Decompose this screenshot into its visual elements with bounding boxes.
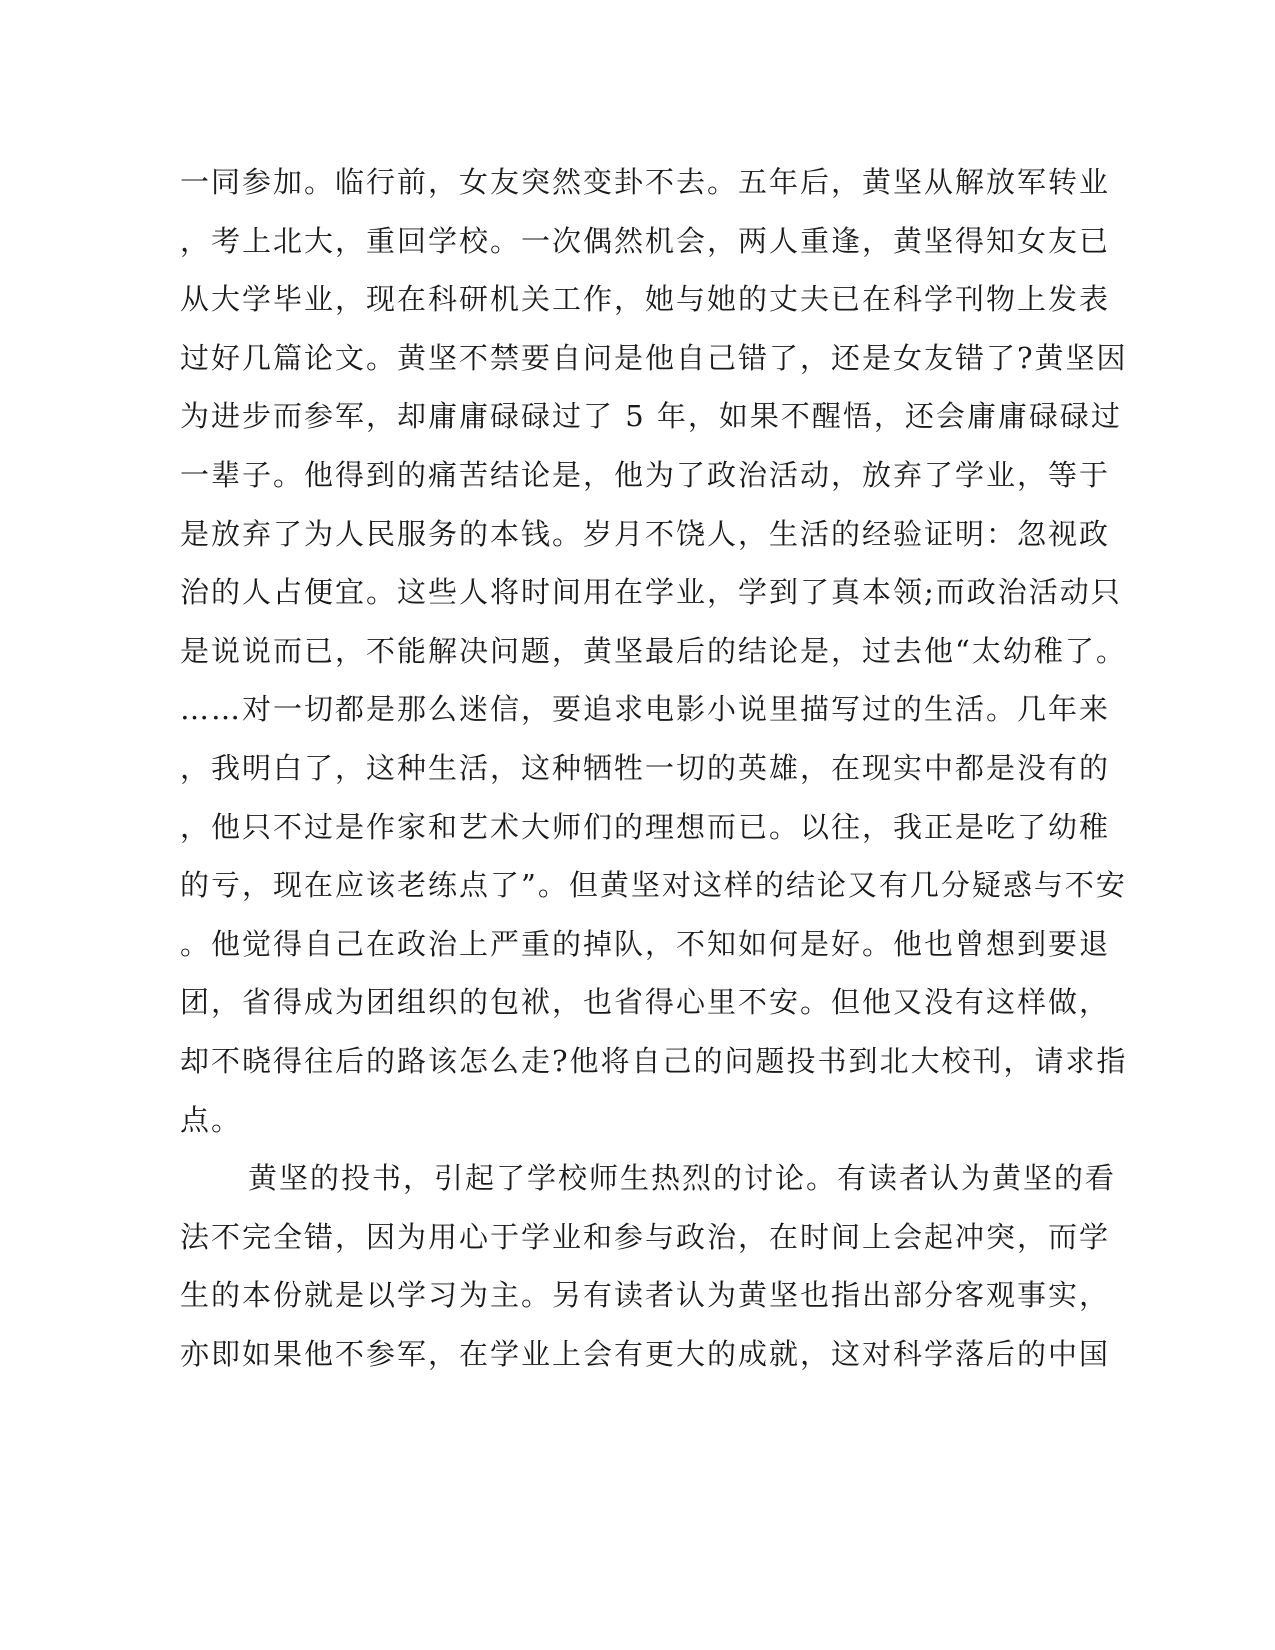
text-line: 为进步而参军，却庸庸碌碌过了 5 年，如果不醒悟，还会庸庸碌碌过 <box>180 399 1122 434</box>
text-line: 生的本份就是以学习为主。另有读者认为黄坚也指出部分客观事实， <box>180 1278 1111 1313</box>
text-line: 过好几篇论文。黄坚不禁要自问是他自己错了，还是女友错了?黄坚因 <box>180 340 1128 375</box>
text-line: 团，省得成为团组织的包袱，也省得心里不安。但他又没有这样做， <box>180 985 1111 1020</box>
text-line: 点。 <box>180 1102 243 1137</box>
body-text <box>180 153 1128 1383</box>
text-line: ，我明白了，这种生活，这种牺牲一切的英雄，在现实中都是没有的 <box>180 750 1111 785</box>
text-line: 是放弃了为人民服务的本钱。岁月不饶人，生活的经验证明：忽视政 <box>180 516 1111 551</box>
text-line: 治的人占便宜。这些人将时间用在学业，学到了真本领;而政治活动只 <box>180 575 1122 610</box>
text-line: 却不晓得往后的路该怎么走?他将自己的问题投书到北大校刊，请求指 <box>180 1043 1128 1078</box>
text-line: ，考上北大，重回学校。一次偶然机会，两人重逢，黄坚得知女友已 <box>180 223 1111 258</box>
text-line: 从大学毕业，现在科研机关工作，她与她的丈夫已在科学刊物上发表 <box>180 282 1111 317</box>
text-line: 亦即如果他不参军，在学业上会有更大的成就，这对科学落后的中国 <box>180 1336 1111 1371</box>
paragraph-first-line: 黄坚的投书，引起了学校师生热烈的讨论。有读者认为黄坚的看 <box>248 1161 1117 1196</box>
text-line: ，他只不过是作家和艺术大师们的理想而已。以往，我正是吃了幼稚 <box>180 809 1111 844</box>
text-line: 法不完全错，因为用心于学业和参与政治，在时间上会起冲突，而学 <box>180 1219 1111 1254</box>
text-line: 一辈子。他得到的痛苦结论是，他为了政治活动，放弃了学业，等于 <box>180 457 1111 492</box>
text-line: 一同参加。临行前，女友突然变卦不去。五年后，黄坚从解放军转业 <box>180 165 1111 199</box>
text-line: 的亏，现在应该老练点了”。但黄坚对这样的结论又有几分疑惑与不安 <box>180 868 1127 903</box>
text-line: 是说说而已，不能解决问题，黄坚最后的结论是，过去他“太幼稚了。 <box>180 633 1127 668</box>
text-line: 。他觉得自己在政治上严重的掉队，不知如何是好。他也曾想到要退 <box>180 926 1111 961</box>
text-line: ……对一切都是那么迷信，要追求电影小说里描写过的生活。几年来 <box>180 692 1111 727</box>
